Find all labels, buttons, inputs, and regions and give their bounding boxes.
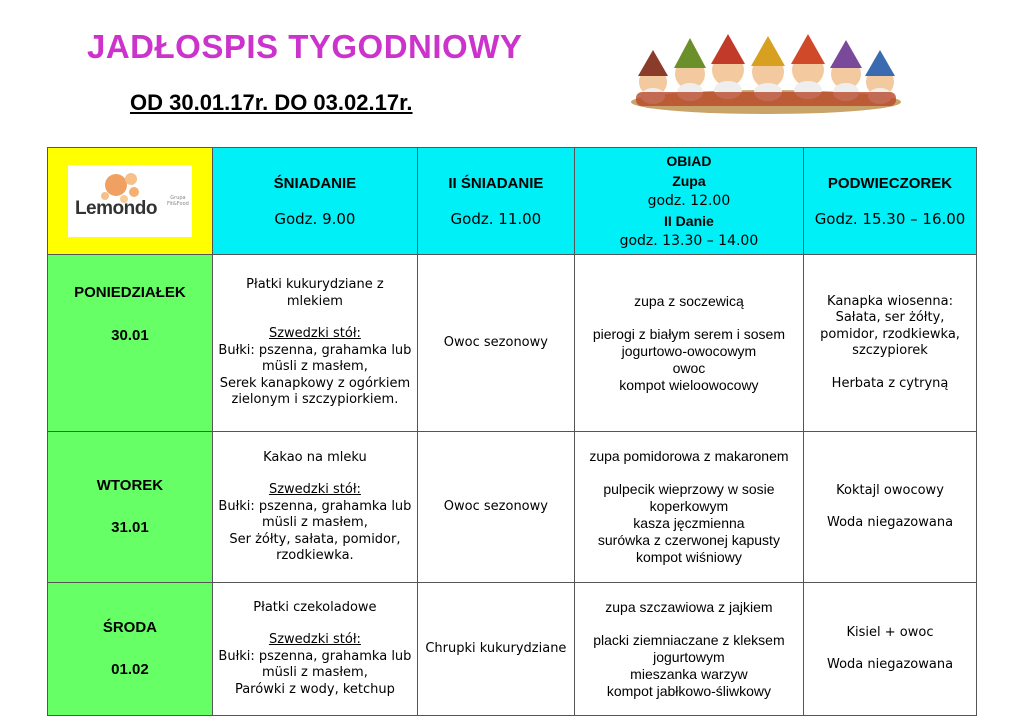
podwieczorek-cell: [804, 583, 977, 716]
obiad-cell: [574, 583, 803, 716]
sniadanie-line: müsli z masłem,: [261, 515, 368, 530]
day-cell: [48, 432, 213, 583]
header-podwieczorek-time: Godz. 15.30 – 16.00: [814, 209, 966, 228]
obiad-zupa: zupa z soczewicą: [634, 292, 744, 309]
sniadanie-line: müsli z masłem,: [261, 665, 368, 681]
obiad-line: jogurtowo-owocowym: [621, 342, 757, 359]
podwieczorek-drink: Woda niegazowana: [826, 657, 954, 672]
sniadanie-line: zielonym i szczypiorkiem.: [231, 392, 399, 408]
sniadanie-line: rzodkiewka.: [276, 548, 354, 563]
ii-sniadanie-cell: Chrupki kukurydziane: [417, 583, 574, 716]
header-obiad-danie: II Danie: [664, 213, 714, 229]
day-date: 30.01: [111, 326, 149, 344]
obiad-line: kompot wieloowocowy: [619, 376, 759, 393]
podwieczorek-line: pomidor, rzodkiewka,: [820, 326, 960, 342]
day-row-poniedzialek: [48, 255, 977, 432]
header-obiad-name: OBIAD: [666, 153, 712, 169]
sniadanie-intro: Płatki kukurydziane z mlekiem: [246, 277, 384, 309]
sniadanie-cell: [212, 583, 417, 716]
obiad-line: koperkowym: [649, 498, 729, 514]
sniadanie-line: Bułki: pszenna, grahamka lub: [218, 648, 412, 664]
header-podwieczorek: [804, 148, 977, 255]
header-obiad: [574, 148, 803, 255]
obiad-zupa: zupa pomidorowa z makaronem: [589, 448, 789, 464]
sniadanie-intro: Kakao na mleku: [263, 449, 367, 465]
header-row: [48, 148, 977, 255]
day-date: 01.02: [111, 661, 149, 678]
header-ii-sniadanie-name: II ŚNIADANIE: [448, 174, 544, 192]
obiad-line: pierogi z białym serem i sosem: [592, 325, 785, 342]
day-date: 31.01: [111, 519, 149, 536]
sniadanie-line: müsli z masłem,: [261, 359, 368, 375]
podwieczorek-line: Kisiel + owoc: [846, 624, 934, 640]
day-name: PONIEDZIAŁEK: [74, 284, 186, 301]
podwieczorek-line: Sałata, ser żółty,: [835, 310, 945, 326]
obiad-line: owoc: [672, 359, 706, 376]
sniadanie-intro: Płatki czekoladowe: [253, 599, 377, 615]
sniadanie-line: Bułki: pszenna, grahamka lub: [218, 498, 412, 514]
podwieczorek-line: Kanapka wiosenna:: [827, 293, 953, 309]
szwedzki-stol-label: Szwedzki stół:: [268, 482, 361, 497]
header-ii-sniadanie-time: Godz. 11.00: [450, 209, 542, 228]
podwieczorek-cell: [804, 255, 977, 432]
sniadanie-line: Parówki z wody, ketchup: [234, 681, 395, 697]
ii-sniadanie-cell: Owoc sezonowy: [417, 255, 574, 432]
header-podwieczorek-name: PODWIECZOREK: [827, 174, 953, 192]
day-cell: [48, 255, 213, 432]
dwarfs-illustration: [628, 30, 903, 115]
podwieczorek-cell: [804, 432, 977, 583]
header-obiad-zupa: Zupa: [672, 173, 706, 189]
day-name: ŚRODA: [102, 618, 158, 636]
podwieczorek-line: szczypiorek: [852, 343, 928, 359]
obiad-cell: [574, 432, 803, 583]
header-sniadanie: [212, 148, 417, 255]
logo-brand: Lemondo: [74, 198, 157, 219]
header-obiad-zupa-time: godz. 12.00: [647, 193, 731, 209]
logo-cell: [48, 148, 213, 255]
logo-tagline: Grupa Fit&Food: [167, 195, 189, 207]
podwieczorek-line: Koktajl owocowy: [836, 482, 944, 498]
page-title: JADŁOSPIS TYGODNIOWY: [87, 28, 523, 65]
header-obiad-danie-time: godz. 13.30 – 14.00: [619, 233, 759, 249]
obiad-line: placki ziemniaczane z kleksem: [593, 631, 785, 648]
obiad-line: jogurtowym: [653, 648, 725, 665]
ii-sniadanie-cell: Owoc sezonowy: [417, 432, 574, 583]
obiad-line: surówka z czerwonej kapusty: [597, 532, 780, 548]
podwieczorek-drink: Woda niegazowana: [826, 515, 954, 530]
obiad-line: kasza jęczmienna: [633, 515, 745, 531]
obiad-cell: [574, 255, 803, 432]
podwieczorek-drink: Herbata z cytryną: [831, 375, 949, 391]
obiad-line: kompot jabłkowo-śliwkowy: [606, 682, 771, 699]
sniadanie-line: Ser żółty, sałata, pomidor,: [229, 531, 401, 547]
sniadanie-cell: [212, 432, 417, 583]
menu-table: [47, 147, 977, 716]
sniadanie-line: Serek kanapkowy z ogórkiem: [219, 375, 411, 391]
day-name: WTOREK: [96, 476, 164, 494]
day-row-sroda: [48, 583, 977, 716]
header-sniadanie-name: ŚNIADANIE: [273, 174, 357, 192]
obiad-zupa: zupa szczawiowa z jajkiem: [605, 598, 773, 615]
obiad-line: pulpecik wieprzowy w sosie: [603, 481, 775, 497]
day-row-wtorek: [48, 432, 977, 583]
day-cell: [48, 583, 213, 716]
szwedzki-stol-label: Szwedzki stół:: [268, 632, 361, 648]
date-range: OD 30.01.17r. DO 03.02.17r.: [130, 90, 413, 115]
szwedzki-stol-label: Szwedzki stół:: [268, 326, 361, 342]
obiad-line: mieszanka warzyw: [630, 665, 748, 682]
sniadanie-line: Bułki: pszenna, grahamka lub: [218, 342, 412, 358]
header-sniadanie-time: Godz. 9.00: [274, 209, 356, 228]
obiad-line: kompot wiśniowy: [636, 549, 742, 565]
sniadanie-cell: [212, 255, 417, 432]
header-ii-sniadanie: [417, 148, 574, 255]
lemondo-logo: [68, 165, 192, 237]
